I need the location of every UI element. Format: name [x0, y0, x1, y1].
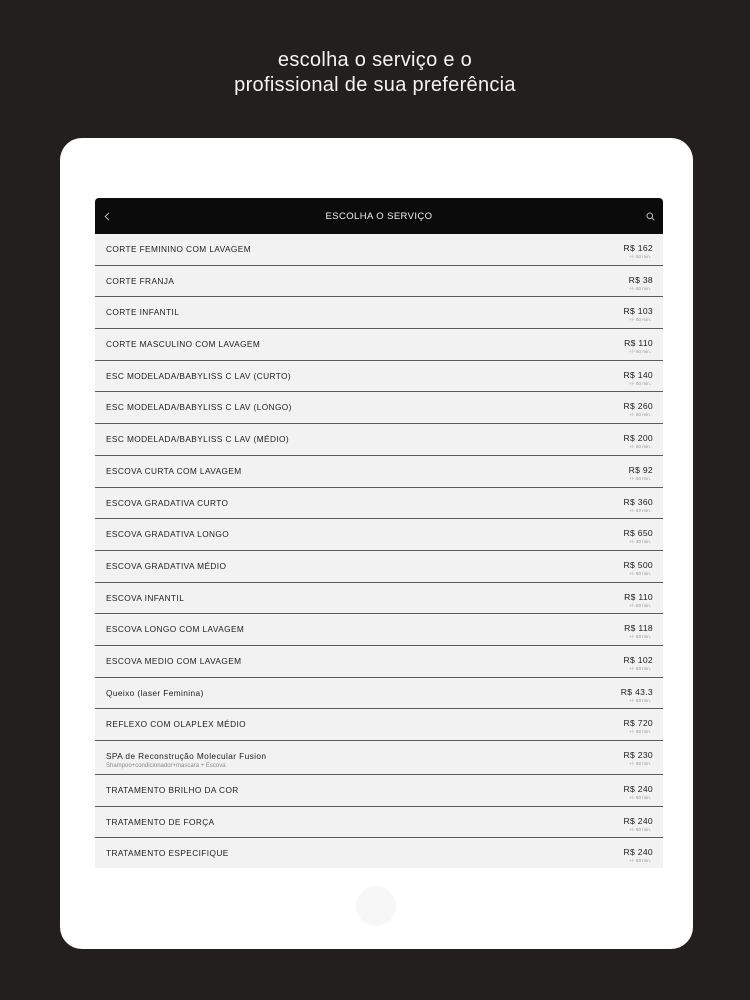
- service-name: ESC MODELADA/BABYLISS C LAV (MÉDIO): [106, 434, 290, 445]
- service-name: ESC MODELADA/BABYLISS C LAV (CURTO): [106, 370, 292, 381]
- service-row[interactable]: [95, 838, 663, 868]
- service-list: [95, 234, 663, 868]
- service-duration: +/- 60 min.: [629, 697, 651, 703]
- service-name: TRATAMENTO DE FORÇA: [106, 816, 215, 827]
- service-row[interactable]: [95, 741, 663, 775]
- service-price: R$ 230: [623, 750, 653, 760]
- service-duration: +/- 60 min.: [629, 380, 651, 386]
- service-price: R$ 38: [628, 274, 653, 285]
- service-row[interactable]: [95, 519, 663, 551]
- service-row[interactable]: [95, 488, 663, 520]
- service-name: ESC MODELADA/BABYLISS C LAV (LONGO): [106, 402, 292, 413]
- service-duration: +/- 60 min.: [629, 602, 651, 608]
- service-duration: +/- 60 min.: [629, 665, 651, 671]
- service-price: R$ 110: [624, 338, 653, 349]
- service-duration: +/- 30 min.: [629, 539, 651, 545]
- service-name: CORTE FRANJA: [106, 275, 175, 286]
- service-name: ESCOVA LONGO COM LAVAGEM: [106, 624, 245, 635]
- service-price: R$ 162: [623, 243, 653, 253]
- service-row[interactable]: [95, 551, 663, 583]
- service-duration: +/- 60 min.: [629, 761, 651, 766]
- service-duration: +/- 60 min.: [629, 507, 651, 513]
- service-row[interactable]: [95, 775, 663, 807]
- service-price: R$ 260: [623, 401, 653, 412]
- service-name: ESCOVA GRADATIVA LONGO: [106, 529, 230, 540]
- service-duration: +/- 60 min.: [629, 412, 651, 418]
- page-title: ESCOLHA O SERVIÇO: [325, 210, 433, 222]
- service-row[interactable]: [95, 614, 663, 646]
- service-duration: +/- 60 min.: [629, 795, 651, 800]
- service-price: R$ 118: [624, 623, 653, 634]
- service-row[interactable]: [95, 646, 663, 678]
- service-name: CORTE MASCULINO COM LAVAGEM: [106, 339, 261, 350]
- service-price: R$ 43.3: [620, 686, 653, 697]
- app-screen: [95, 198, 663, 868]
- service-row[interactable]: [95, 709, 663, 741]
- headline-line-1: escolha o serviço e o: [277, 49, 473, 71]
- service-name: SPA de Reconstrução Molecular Fusion: [106, 751, 267, 761]
- service-name: ESCOVA CURTA COM LAVAGEM: [106, 465, 242, 476]
- service-name: ESCOVA MEDIO COM LAVAGEM: [106, 655, 242, 666]
- service-name: ESCOVA GRADATIVA CURTO: [106, 497, 229, 508]
- chevron-left-icon[interactable]: [104, 198, 110, 234]
- service-row[interactable]: [95, 678, 663, 710]
- service-price: R$ 200: [623, 433, 653, 444]
- service-price: R$ 360: [623, 496, 653, 507]
- service-price: R$ 500: [623, 559, 653, 570]
- service-row[interactable]: [95, 583, 663, 615]
- service-price: R$ 650: [623, 528, 653, 539]
- service-duration: +/- 60 min.: [629, 254, 651, 259]
- service-row[interactable]: [95, 266, 663, 298]
- service-price: R$ 92: [628, 464, 653, 475]
- service-duration: +/- 60 min.: [629, 317, 651, 323]
- service-price: R$ 720: [623, 718, 653, 729]
- service-price: R$ 240: [623, 815, 653, 826]
- service-row[interactable]: [95, 456, 663, 488]
- service-name: CORTE FEMININO COM LAVAGEM: [106, 244, 252, 254]
- service-duration: +/- 60 min.: [629, 858, 651, 864]
- service-price: R$ 240: [623, 847, 653, 858]
- service-price: R$ 103: [623, 306, 653, 317]
- service-duration: +/- 60 min.: [629, 570, 651, 576]
- service-price: R$ 110: [624, 591, 653, 602]
- service-name: ESCOVA GRADATIVA MÉDIO: [106, 560, 227, 571]
- headline: [0, 48, 750, 98]
- service-name: REFLEXO COM OLAPLEX MÉDIO: [106, 719, 247, 730]
- service-duration: +/- 60 min.: [629, 634, 651, 640]
- tablet-frame: [60, 138, 693, 949]
- service-row[interactable]: [95, 361, 663, 393]
- service-price: R$ 102: [623, 654, 653, 665]
- search-icon[interactable]: [646, 198, 655, 234]
- service-name: TRATAMENTO ESPECIFIQUE: [106, 848, 229, 859]
- service-name: ESCOVA INFANTIL: [106, 592, 185, 603]
- service-duration: +/- 60 min.: [629, 285, 651, 291]
- service-name: TRATAMENTO BRILHO DA COR: [106, 785, 239, 795]
- service-duration: +/- 60 min.: [629, 826, 651, 832]
- service-name: Queixo (laser Feminina): [106, 687, 204, 698]
- service-row[interactable]: [95, 424, 663, 456]
- service-duration: +/- 60 min.: [629, 729, 651, 735]
- service-row[interactable]: [95, 297, 663, 329]
- service-row[interactable]: [95, 392, 663, 424]
- home-button[interactable]: [357, 887, 395, 925]
- service-price: R$ 140: [623, 369, 653, 380]
- headline-line-2: profissional de sua preferência: [234, 74, 516, 96]
- service-name: CORTE INFANTIL: [106, 307, 180, 318]
- service-row[interactable]: [95, 329, 663, 361]
- service-price: R$ 240: [623, 784, 653, 794]
- service-duration: +/- 60 min.: [629, 444, 651, 450]
- service-duration: +/- 60 min.: [629, 475, 651, 481]
- service-duration: +/- 60 min.: [629, 349, 651, 355]
- navbar: [95, 198, 663, 234]
- service-description: Shampoo+condicionador+mascara + Escova: [106, 763, 226, 769]
- service-row[interactable]: [95, 234, 663, 266]
- service-row[interactable]: [95, 807, 663, 839]
